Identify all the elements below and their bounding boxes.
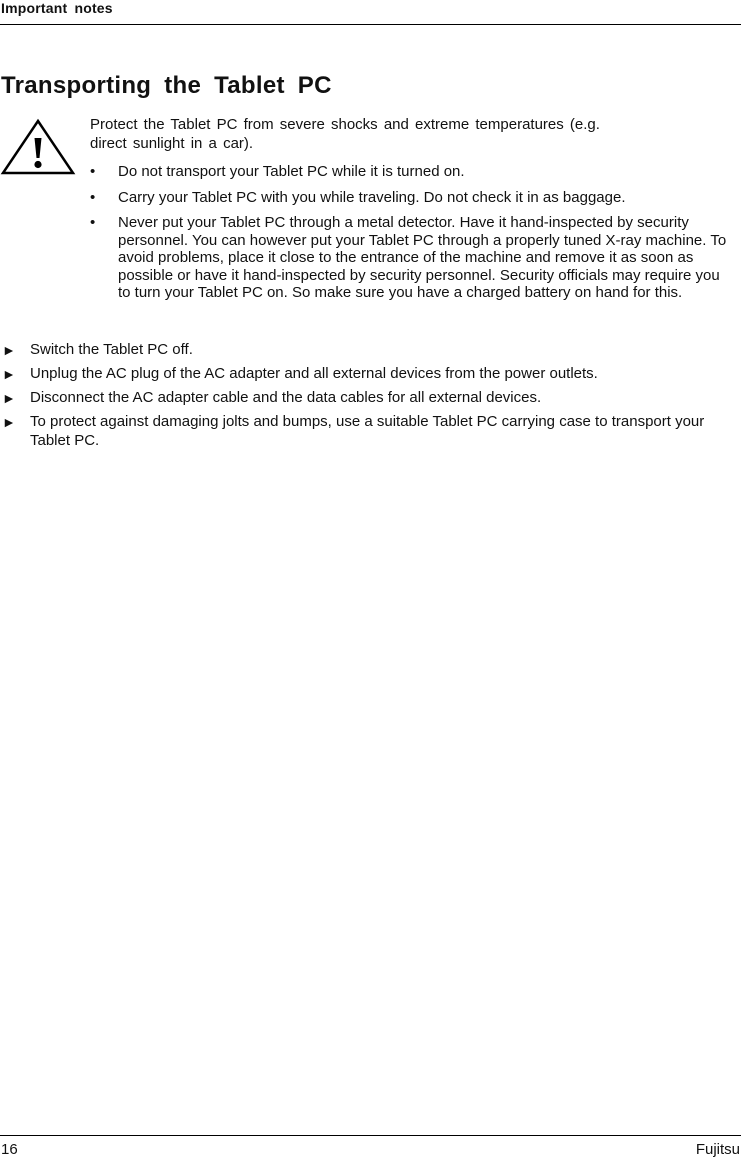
step-list: [0, 340, 730, 455]
step-arrow-icon: ►: [2, 414, 16, 430]
page-number: 16: [1, 1141, 18, 1158]
page-header: [0, 0, 741, 25]
list-item: [90, 163, 730, 181]
warning-text: Protect the Tablet PC from severe shocks and extreme temperatures (e.g. direct sunlight in a car).: [90, 116, 600, 152]
header-title: Important notes: [1, 0, 113, 16]
step-arrow-icon: ►: [2, 390, 16, 406]
page-footer: [0, 1135, 741, 1160]
list-item: [90, 189, 730, 207]
step-item: [0, 364, 730, 383]
bullet-text: Carry your Tablet PC with you while traveling. Do not check it in as baggage.: [118, 188, 626, 206]
step-arrow-icon: ►: [2, 366, 16, 382]
step-text: Switch the Tablet PC off.: [30, 341, 193, 358]
bullet-symbol: •: [90, 214, 96, 231]
warning-bullet-list: [90, 163, 730, 302]
step-item: [0, 388, 730, 407]
section-title: Transporting the Tablet PC: [1, 72, 332, 99]
bullet-text: Do not transport your Tablet PC while it is turned on.: [118, 163, 465, 180]
warning-exclamation-icon: [0, 118, 76, 176]
step-text: Disconnect the AC adapter cable and the data cables for all external devices.: [30, 389, 542, 406]
step-arrow-icon: ►: [2, 342, 16, 358]
warning-block: [90, 115, 730, 310]
step-text: To protect against damaging jolts and bumps, use a suitable Tablet PC carrying case to transport your Tablet PC.: [30, 413, 705, 449]
bullet-symbol: •: [90, 163, 96, 180]
step-text: Unplug the AC plug of the AC adapter and all external devices from the power outlets.: [30, 365, 598, 382]
footer-brand: Fujitsu: [695, 1141, 740, 1158]
list-item: [90, 214, 730, 302]
step-item: [0, 340, 730, 359]
bullet-text: Never put your Tablet PC through a metal detector. Have it hand-inspected by security personnel. You can however put your Tablet PC through a properly tuned X-ray machine. To avoid problems, place it close to the entrance of the machine and remove it as soon as possible or have it hand-inspected by security personnel. Security officials may require you to turn your Tablet PC on. So make sure you have a charged battery on hand for this.: [118, 214, 727, 301]
bullet-symbol: •: [90, 188, 96, 206]
step-item: [0, 412, 730, 450]
